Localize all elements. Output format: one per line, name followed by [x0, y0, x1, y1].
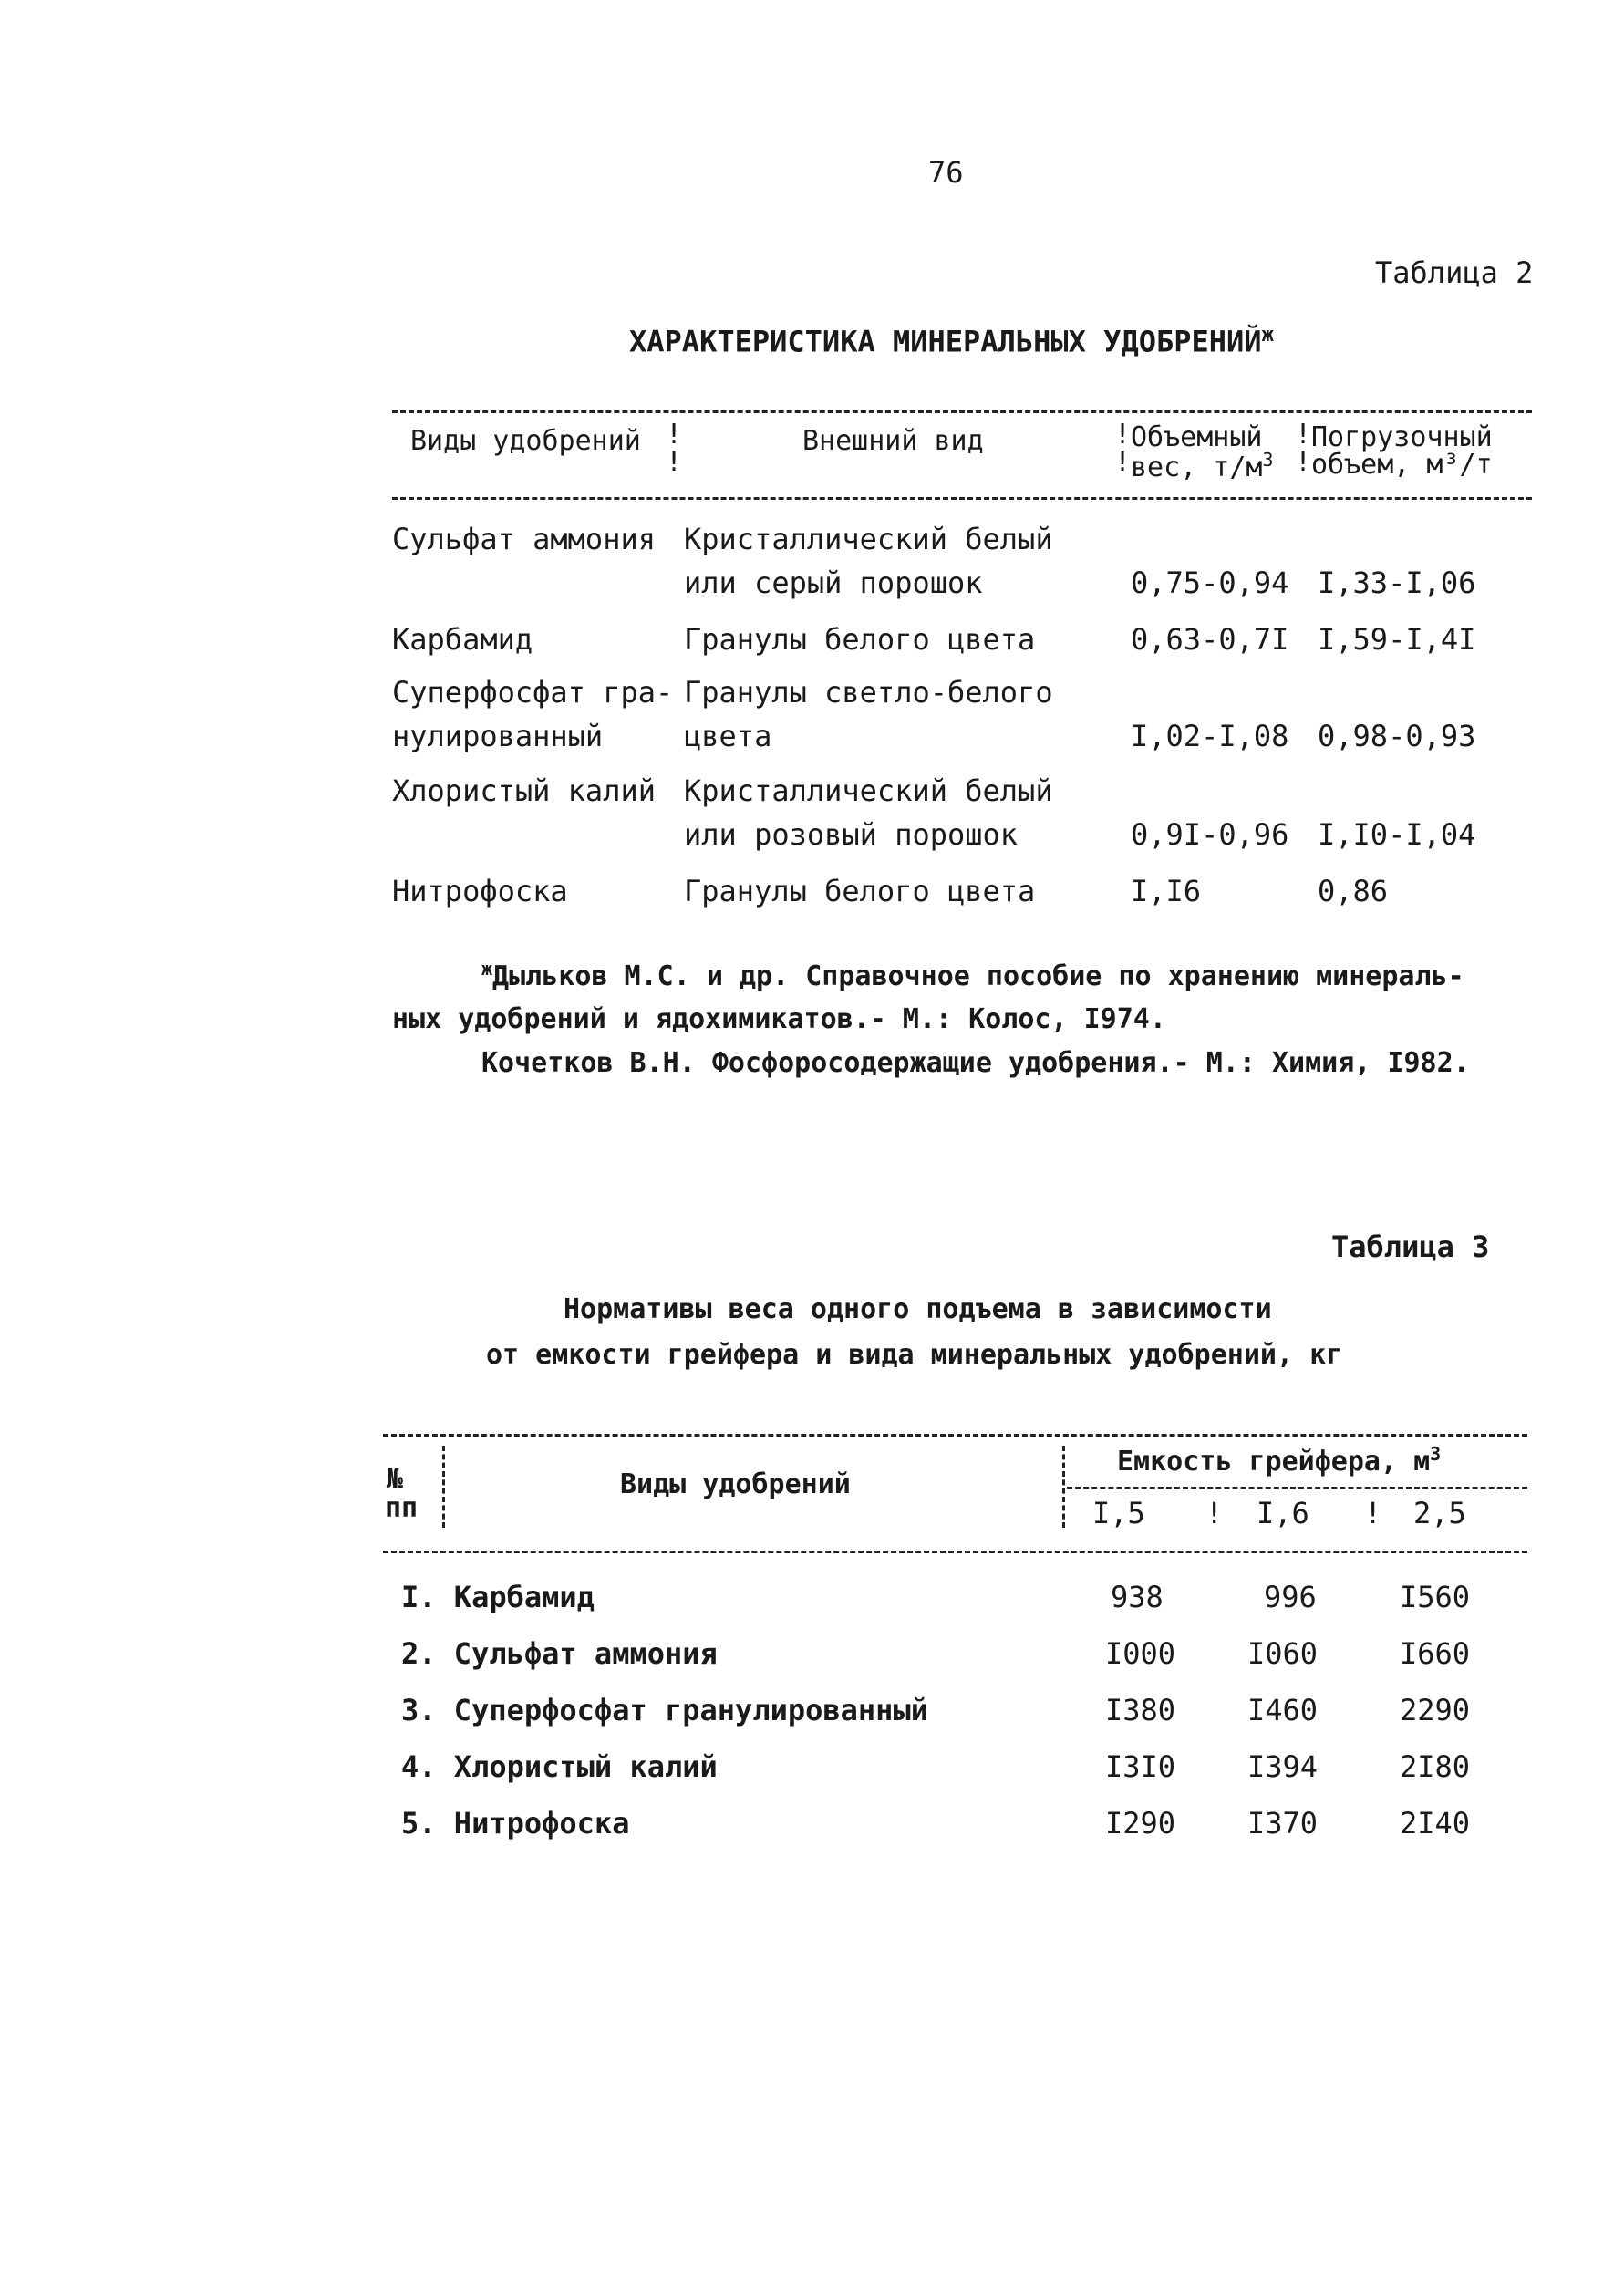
- table2-header-sep2: ! !: [1114, 419, 1132, 478]
- table3-cell-c2: I394: [1247, 1749, 1319, 1784]
- table3-cell-name: 2. Сульфат аммония: [401, 1636, 718, 1671]
- table2-header-volweight-2-text: вес, т/м: [1131, 451, 1263, 483]
- table3-label: Таблица 3: [1331, 1229, 1490, 1264]
- table2-cell-name: Суперфосфат гра-: [392, 675, 674, 710]
- table2-header-loadvol-1: Погрузочный: [1311, 421, 1493, 453]
- table3-header-sep-a: !: [1205, 1496, 1224, 1530]
- table3-cell-c2: I370: [1247, 1806, 1319, 1841]
- table2-cell-volume: I,59-I,4I: [1318, 622, 1476, 657]
- table2-title-mark: ж: [1261, 324, 1274, 347]
- table3-header-capacity-sup: 3: [1430, 1443, 1442, 1465]
- table3-cell-c2: I060: [1247, 1636, 1319, 1671]
- table2-cell-appearance: Гранулы белого цвета: [684, 622, 1036, 657]
- table3-title-2: от емкости грейфера и вида минеральных удобрений, кг: [486, 1339, 1343, 1371]
- table3-header-rule: [383, 1551, 1527, 1553]
- table3-cell-name: 4. Хлористый калий: [401, 1749, 718, 1784]
- table3-title-1: Нормативы веса одного подъема в зависимости: [564, 1293, 1272, 1325]
- table2-cell-appearance: Гранулы светло-белого: [684, 675, 1053, 710]
- table2-footnote-line1: [481, 958, 1464, 992]
- table3-cell-c3: 2290: [1400, 1693, 1471, 1727]
- table3-cell-name: 5. Нитрофоска: [401, 1806, 630, 1841]
- table2-cell-volume: 0,86: [1318, 874, 1389, 908]
- table2-label: Таблица 2: [1375, 255, 1534, 290]
- table3-cell-c3: 2I40: [1400, 1806, 1471, 1841]
- table2-cell-name: нулированный: [392, 719, 604, 753]
- table2-cell-appearance: Кристаллический белый: [684, 773, 1053, 808]
- table2-header-types: Виды удобрений: [410, 425, 641, 457]
- table2-cell-name: Нитрофоска: [392, 874, 568, 908]
- table2-cell-name: Хлористый калий: [392, 773, 656, 808]
- table2-cell-name: Сульфат аммония: [392, 522, 656, 556]
- table2-header-sep1: ! !: [666, 419, 683, 478]
- table2-title-text: ХАРАКТЕРИСТИКА МИНЕРАЛЬНЫХ УДОБРЕНИЙ: [629, 324, 1262, 359]
- table3-header-col1: I,5: [1092, 1496, 1145, 1530]
- table2-cell-appearance: Гранулы белого цвета: [684, 874, 1036, 908]
- table2-top-rule: [392, 410, 1532, 413]
- table3-cell-c1: I3I0: [1105, 1749, 1176, 1784]
- table3-header-capacity-text: Емкость грейфера, м: [1117, 1446, 1431, 1478]
- table3-header-col3: 2,5: [1413, 1496, 1466, 1530]
- table2-cell-appearance: цвета: [684, 719, 772, 753]
- table2-cell-name: Карбамид: [392, 622, 533, 657]
- table2-cell-weight: I,I6: [1131, 874, 1202, 908]
- table3-top-rule: [383, 1434, 1527, 1437]
- table3-cell-name: 3. Суперфосфат гранулированный: [401, 1693, 928, 1727]
- table2-footnote-line2: ных удобрений и ядохимикатов.- М.: Колос, I974.: [392, 1003, 1166, 1035]
- table2-header-volweight-sup: 3: [1262, 449, 1274, 471]
- table2-footnote-line3: Кочетков В.Н. Фосфоросодержащие удобрения.- М.: Химия, I982.: [481, 1047, 1470, 1079]
- table2-cell-weight: 0,75-0,94: [1131, 565, 1289, 600]
- table3-cell-c3: I660: [1400, 1636, 1471, 1671]
- table3-cell-name: I. Карбамид: [401, 1580, 595, 1614]
- table2-cell-volume: I,I0-I,04: [1318, 817, 1476, 852]
- table2-cell-appearance: или розовый порошок: [684, 817, 1019, 852]
- table2-footnote-line1-text: Дыльков М.С. и др. Справочное пособие по хранению минераль-: [492, 960, 1464, 992]
- table3-header-types: Виды удобрений: [620, 1468, 851, 1500]
- table3-cell-c2: 996: [1264, 1580, 1317, 1614]
- table3-header-vbar-1: [442, 1446, 445, 1528]
- table3-header-num-2: пп: [385, 1492, 419, 1524]
- table3-cell-c1: I290: [1105, 1806, 1176, 1841]
- table3-header-num-1: №: [387, 1463, 404, 1495]
- page-number: 76: [928, 155, 964, 190]
- table2-cell-volume: I,33-I,06: [1318, 565, 1476, 600]
- table3-cell-c1: I380: [1105, 1693, 1176, 1727]
- table3-header-sub-rule: [1067, 1487, 1527, 1489]
- table2-header-rule: [392, 497, 1532, 500]
- table2-header-volweight-2: [1131, 449, 1274, 483]
- table2-cell-weight: 0,63-0,7I: [1131, 622, 1289, 657]
- table2-cell-volume: 0,98-0,93: [1318, 719, 1476, 753]
- table2-header-volweight-1: Объемный: [1131, 421, 1263, 453]
- table2-cell-weight: 0,9I-0,96: [1131, 817, 1289, 852]
- table2-cell-appearance: или серый порошок: [684, 565, 983, 600]
- table3-header-vbar-2: [1062, 1446, 1065, 1528]
- table2-header-sep3: ! !: [1295, 419, 1312, 478]
- table3-cell-c1: I000: [1105, 1636, 1176, 1671]
- table3-cell-c1: 938: [1111, 1580, 1164, 1614]
- table3-cell-c2: I460: [1247, 1693, 1319, 1727]
- table3-cell-c3: 2I80: [1400, 1749, 1471, 1784]
- table2-header-loadvol-2: объем, м³/т: [1311, 449, 1493, 481]
- table3-cell-c3: I560: [1400, 1580, 1471, 1614]
- table2-title: [629, 324, 1274, 359]
- table3-header-capacity: [1117, 1443, 1441, 1478]
- table2-footnote-mark: ж: [481, 958, 493, 980]
- table3-header-col2: I,6: [1257, 1496, 1309, 1530]
- table2-header-appearance: Внешний вид: [802, 425, 984, 457]
- table2-cell-weight: I,02-I,08: [1131, 719, 1289, 753]
- table3-header-sep-b: !: [1364, 1496, 1382, 1530]
- table2-cell-appearance: Кристаллический белый: [684, 522, 1053, 556]
